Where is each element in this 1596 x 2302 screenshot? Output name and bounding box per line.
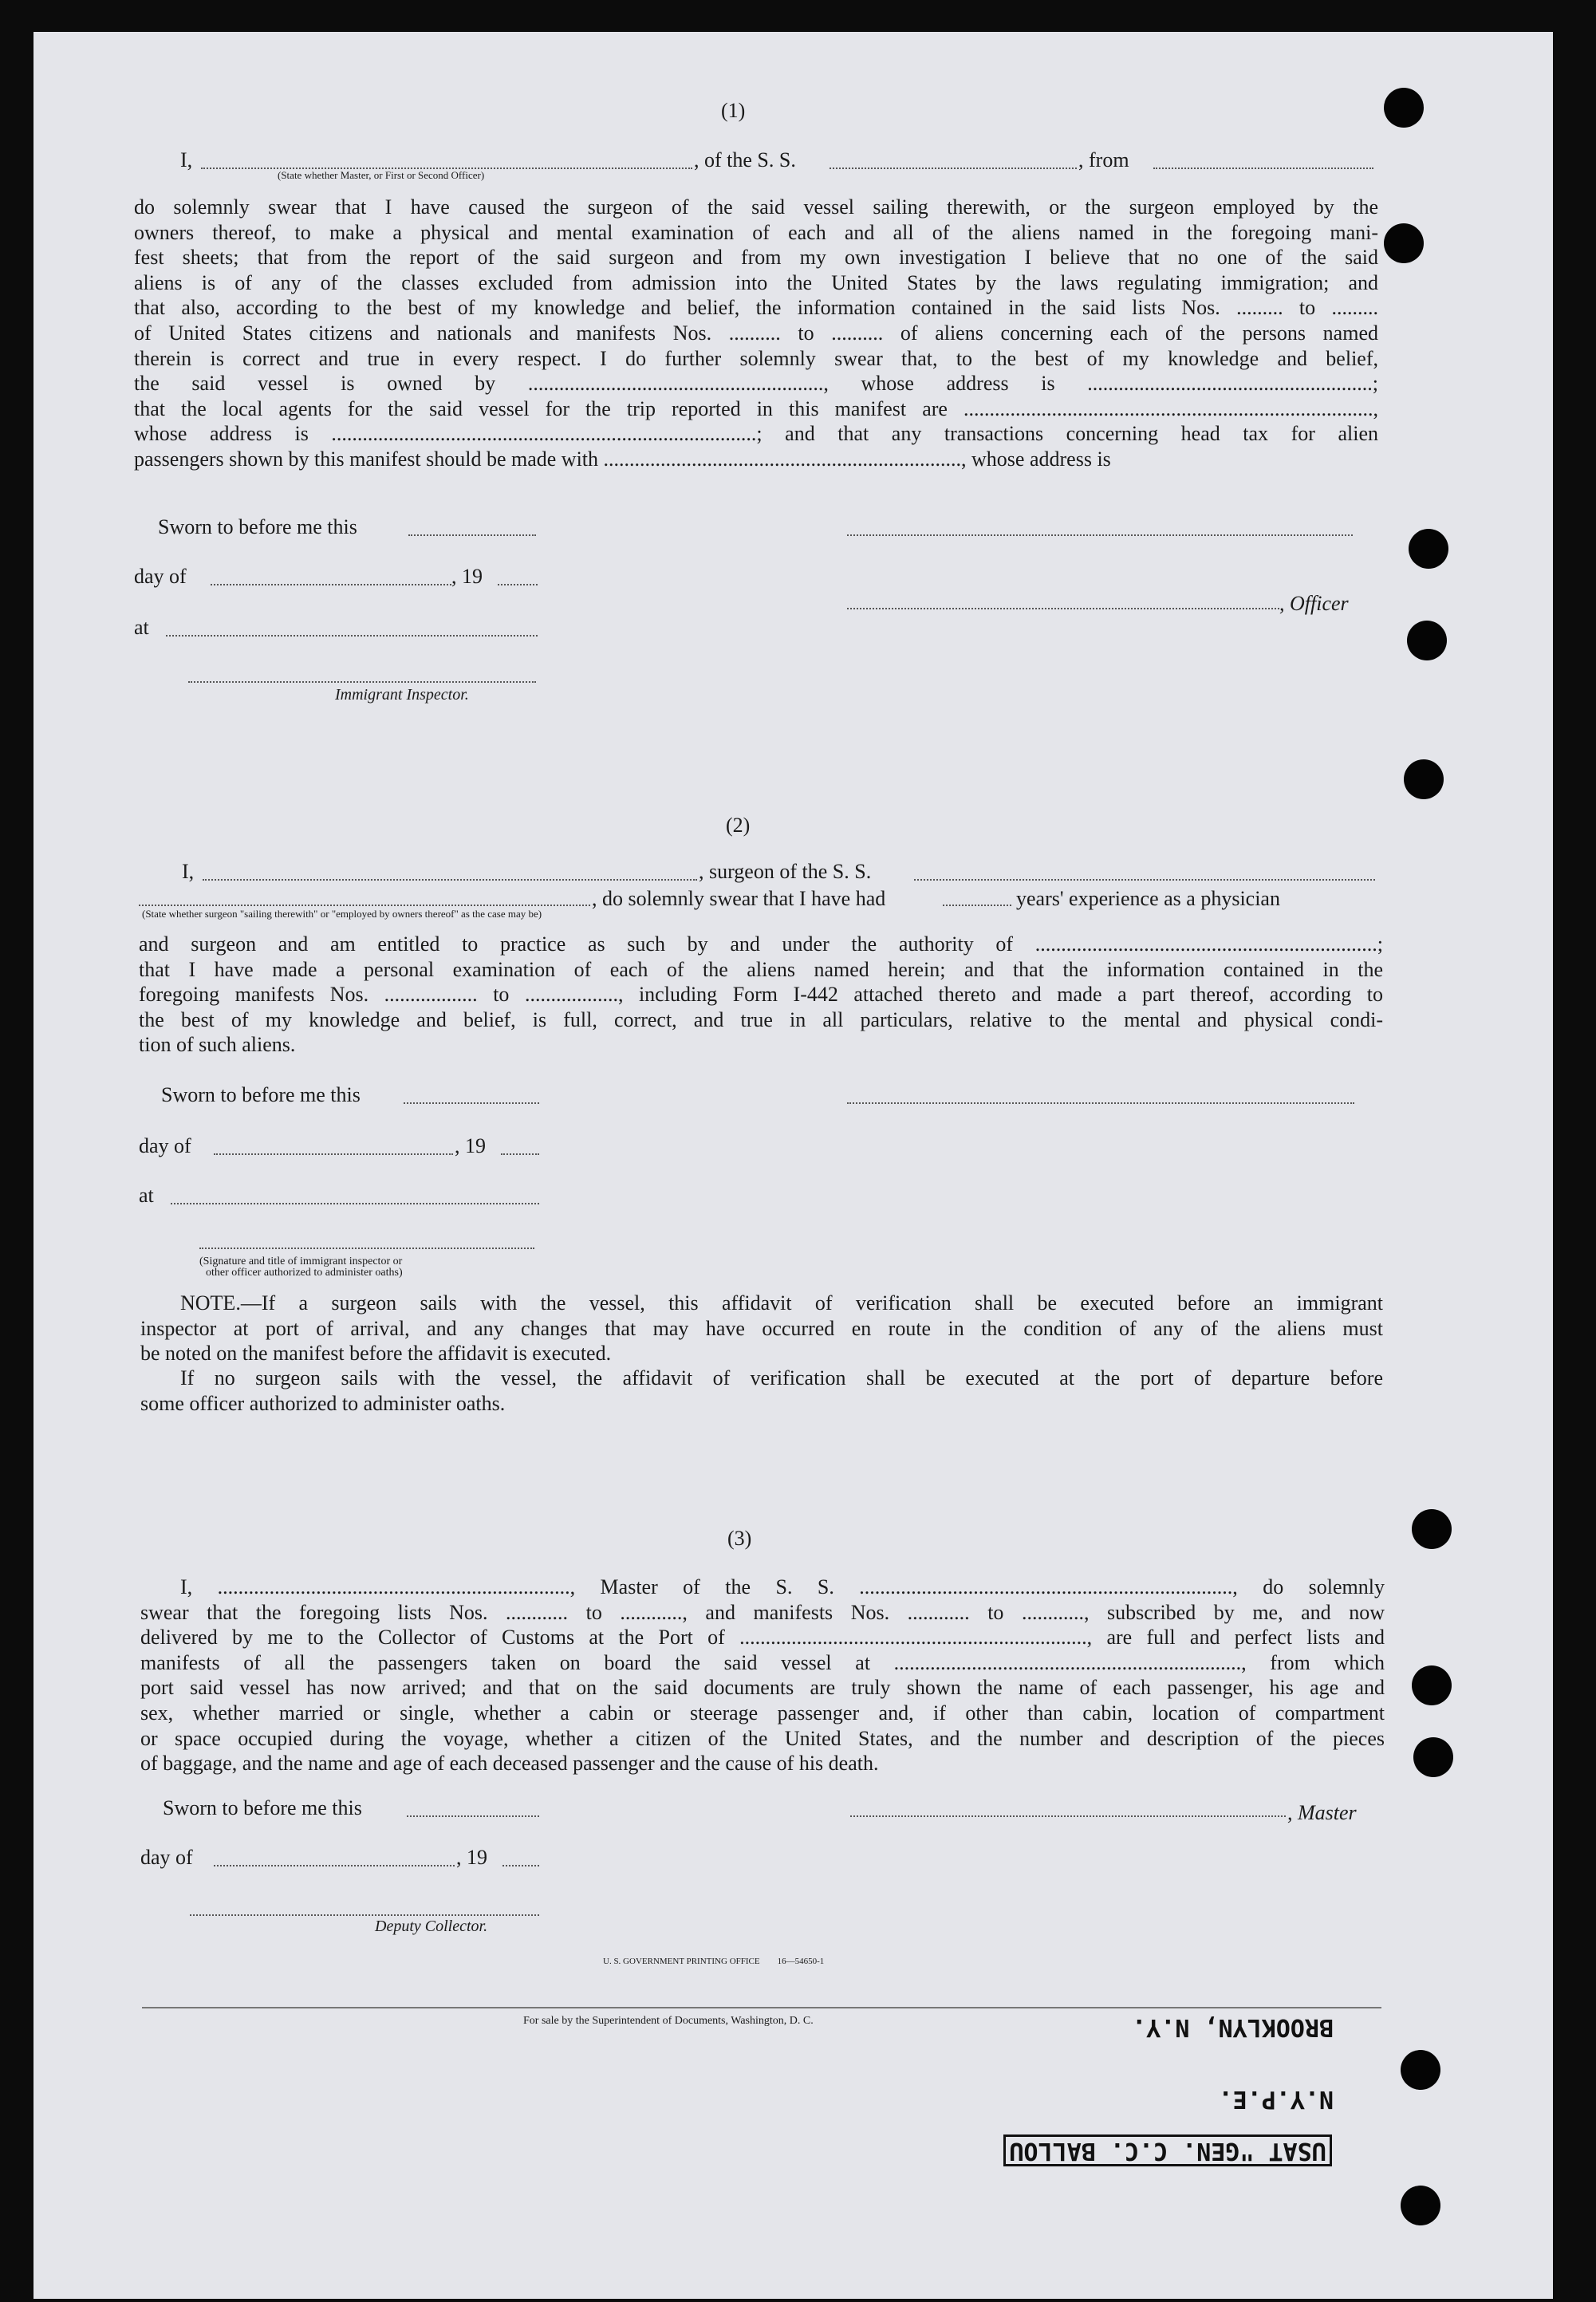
- stamp-line-2: N.Y.P.E.: [1218, 2085, 1334, 2113]
- section-2-number: (2): [726, 814, 751, 837]
- s1-year-field[interactable]: [498, 584, 538, 585]
- section-2-body: [139, 932, 1383, 1058]
- s1-at-field[interactable]: [166, 635, 538, 637]
- stamp-line-1: USAT "GEN. C.C. BALLOU: [1003, 2134, 1331, 2166]
- s1-officer-signature-line[interactable]: [847, 534, 1353, 536]
- punch-hole: [1384, 88, 1424, 128]
- s2-day-of-label: day of: [139, 1134, 191, 1157]
- s1-inspector-signature-line[interactable]: [188, 681, 536, 683]
- paragraph-line: do solemnly swear that I have caused the surgeon of the said vessel sailing therewith, or the surgeon employed by the: [134, 195, 1378, 219]
- paragraph-line: or space occupied during the voyage, whether a citizen of the United States, and the number and description of the pieces: [140, 1726, 1385, 1750]
- s1-year-label: , 19: [451, 565, 483, 588]
- s2-day-field[interactable]: [214, 1153, 453, 1155]
- paragraph-line: therein is correct and true in every respect. I do further solemnly swear that, to the best of my knowledge and belief,: [134, 346, 1378, 370]
- paragraph-line: owners thereof, to make a physical and mental examination of each and all of the aliens named in the foregoing mani-: [134, 220, 1378, 244]
- paragraph-line: I, ...................................................................., Master of the S. S. ........................................................................, do solemnly: [180, 1575, 1385, 1598]
- punch-hole: [1412, 1509, 1452, 1549]
- s2-sworn-label: Sworn to before me this: [161, 1083, 361, 1106]
- s2-at-label: at: [139, 1184, 154, 1207]
- s2-line2-years: years' experience as a physician: [1016, 887, 1280, 910]
- paragraph-line: tion of such aliens.: [139, 1033, 296, 1057]
- years-experience-field[interactable]: [943, 905, 1011, 906]
- s1-inspector-caption: Immigrant Inspector.: [335, 686, 469, 704]
- s1-day-field[interactable]: [211, 584, 451, 585]
- s1-line1-from: , from: [1078, 148, 1129, 171]
- s2-inspector-signature-line[interactable]: [199, 1248, 534, 1249]
- paragraph-line: sex, whether married or single, whether a cabin or steerage passenger and, if other than cabin, location of compartment: [140, 1701, 1385, 1725]
- paragraph-line: swear that the foregoing lists Nos. ............ to ............, and manifests Nos. ............ to ............, subscribed by me, and now: [140, 1600, 1385, 1624]
- s3-collector-signature-line[interactable]: [190, 1914, 539, 1916]
- s3-day-of-label: day of: [140, 1846, 193, 1869]
- s3-collector-caption: Deputy Collector.: [375, 1918, 488, 1935]
- paragraph-line: manifests of all the passengers taken on board the said vessel at ..................................................................., from which: [140, 1650, 1385, 1674]
- gpo-imprint: U. S. GOVERNMENT PRINTING OFFICE 16—54650-1: [603, 1957, 825, 1966]
- paragraph-line: foregoing manifests Nos. .................. to .................., including Form I-442 attached thereto and made a part thereof, according to: [139, 983, 1383, 1007]
- s3-sworn-label: Sworn to before me this: [163, 1796, 362, 1819]
- note-paragraph: [140, 1291, 1383, 1366]
- s1-sworn-date-field[interactable]: [408, 534, 536, 536]
- s2-line1-surgeon: , surgeon of the S. S.: [699, 860, 872, 883]
- punch-hole: [1412, 1665, 1452, 1705]
- paragraph-line: If no surgeon sails with the vessel, the affidavit of verification shall be executed at the port of departure before: [180, 1366, 1383, 1389]
- paragraph-line: NOTE.—If a surgeon sails with the vessel, this affidavit of verification shall be executed before an immigrant: [180, 1291, 1383, 1315]
- s2-sig-caption-2: other officer authorized to administer oaths): [206, 1267, 403, 1279]
- s1-day-of-label: day of: [134, 565, 187, 588]
- section-3-body: [140, 1575, 1385, 1776]
- paragraph-line: aliens is of any of the classes excluded from admission into the United States by the laws regulating immigration; and: [134, 270, 1378, 294]
- punch-hole: [1401, 2050, 1440, 2090]
- section-1-number: (1): [721, 99, 746, 122]
- s2-line1-i: I,: [182, 860, 195, 883]
- paragraph-line: whose address is ..................................................................................; and that any transactions concerning head tax for alien: [134, 422, 1378, 446]
- paragraph-line: inspector at port of arrival, and any changes that may have occurred en route in the condition of any of the aliens must: [140, 1316, 1383, 1340]
- surgeon-status-field[interactable]: [139, 905, 590, 906]
- paragraph-line: the best of my knowledge and belief, is full, correct, and true in all particulars, relative to the mental and physical condi-: [139, 1007, 1383, 1031]
- punch-hole: [1384, 223, 1424, 263]
- section-1-body: [134, 195, 1378, 472]
- s3-year-label: , 19: [456, 1846, 487, 1869]
- s2-at-field[interactable]: [171, 1203, 539, 1204]
- paragraph-line: that also, according to the best of my knowledge and belief, the information contained in the said lists Nos. ......... to .........: [134, 296, 1378, 320]
- ship-stamp: [1009, 2013, 1389, 2190]
- s3-year-field[interactable]: [502, 1865, 539, 1866]
- s2-line2-swear: , do solemnly swear that I have had: [592, 887, 886, 910]
- s3-sworn-date-field[interactable]: [407, 1815, 539, 1817]
- paragraph-line: the said vessel is owned by ........................................................., whose address is .......................................................;: [134, 372, 1378, 396]
- s1-officer-title-line[interactable]: [847, 608, 1279, 609]
- form-sheet: [33, 32, 1553, 2299]
- s2-sworn-date-field[interactable]: [404, 1102, 539, 1104]
- from-port-field[interactable]: [1153, 168, 1373, 169]
- section-3-number: (3): [727, 1527, 752, 1550]
- s3-master-signature-line[interactable]: [850, 1815, 1286, 1817]
- stamp-line-3: BROOKLYN, N.Y.: [1132, 2013, 1334, 2041]
- punch-hole: [1404, 759, 1444, 799]
- paragraph-line: and surgeon and am entitled to practice as such by and under the authority of ..................................................................;: [139, 932, 1383, 956]
- paragraph-line: be noted on the manifest before the affidavit is executed.: [140, 1342, 612, 1366]
- s1-line1-i: I,: [180, 148, 193, 171]
- s2-sig-caption-1: (Signature and title of immigrant inspector or: [199, 1255, 403, 1267]
- paragraph-line: some officer authorized to administer oaths.: [140, 1391, 506, 1415]
- s1-sworn-label: Sworn to before me this: [158, 515, 357, 538]
- s2-year-field[interactable]: [501, 1153, 539, 1155]
- note-paragraph-2: [140, 1366, 1383, 1416]
- punch-hole: [1407, 621, 1447, 660]
- ship-name-field[interactable]: [830, 168, 1077, 169]
- paragraph-line: port said vessel has now arrived; and that on the said documents are truly shown the name of each passenger, his age and: [140, 1676, 1385, 1700]
- punch-hole: [1413, 1737, 1453, 1777]
- s1-officer-label: , Officer: [1279, 592, 1349, 615]
- paragraph-line: of United States citizens and nationals and manifests Nos. .......... to .......... of aliens concerning each of the persons named: [134, 321, 1378, 345]
- s2-state-note: (State whether surgeon "sailing therewith" or "employed by owners thereof" as the case may be): [142, 908, 542, 920]
- paragraph-line: passengers shown by this manifest should be made with ....................................................................., whose address is: [134, 447, 1111, 471]
- paragraph-line: of baggage, and the name and age of each deceased passenger and the cause of his death.: [140, 1752, 879, 1776]
- s2-ship-name-field[interactable]: [914, 879, 1375, 881]
- punch-hole: [1401, 2186, 1440, 2225]
- paragraph-line: that the local agents for the said vessel for the trip reported in this manifest are ...............................................................................,: [134, 396, 1378, 420]
- sale-note: For sale by the Superintendent of Documents, Washington, D. C.: [523, 2015, 814, 2027]
- s3-master-label: , Master: [1287, 1801, 1357, 1824]
- s2-year-label: , 19: [455, 1134, 486, 1157]
- surgeon-name-field[interactable]: [203, 879, 697, 881]
- s3-day-field[interactable]: [214, 1865, 455, 1866]
- paragraph-line: delivered by me to the Collector of Customs at the Port of ..................................................................., are full and perfect lists and: [140, 1626, 1385, 1650]
- paragraph-line: that I have made a personal examination of each of the aliens named herein; and that the information contained in the: [139, 957, 1383, 981]
- s1-state-note: (State whether Master, or First or Second Officer): [278, 169, 485, 181]
- s2-surgeon-signature-line[interactable]: [847, 1102, 1354, 1104]
- punch-hole: [1409, 529, 1448, 569]
- paragraph-line: fest sheets; that from the report of the said surgeon and from my own investigation I believe that no one of the said: [134, 246, 1378, 270]
- s1-line1-of: , of the S. S.: [694, 148, 796, 171]
- s1-at-label: at: [134, 616, 149, 639]
